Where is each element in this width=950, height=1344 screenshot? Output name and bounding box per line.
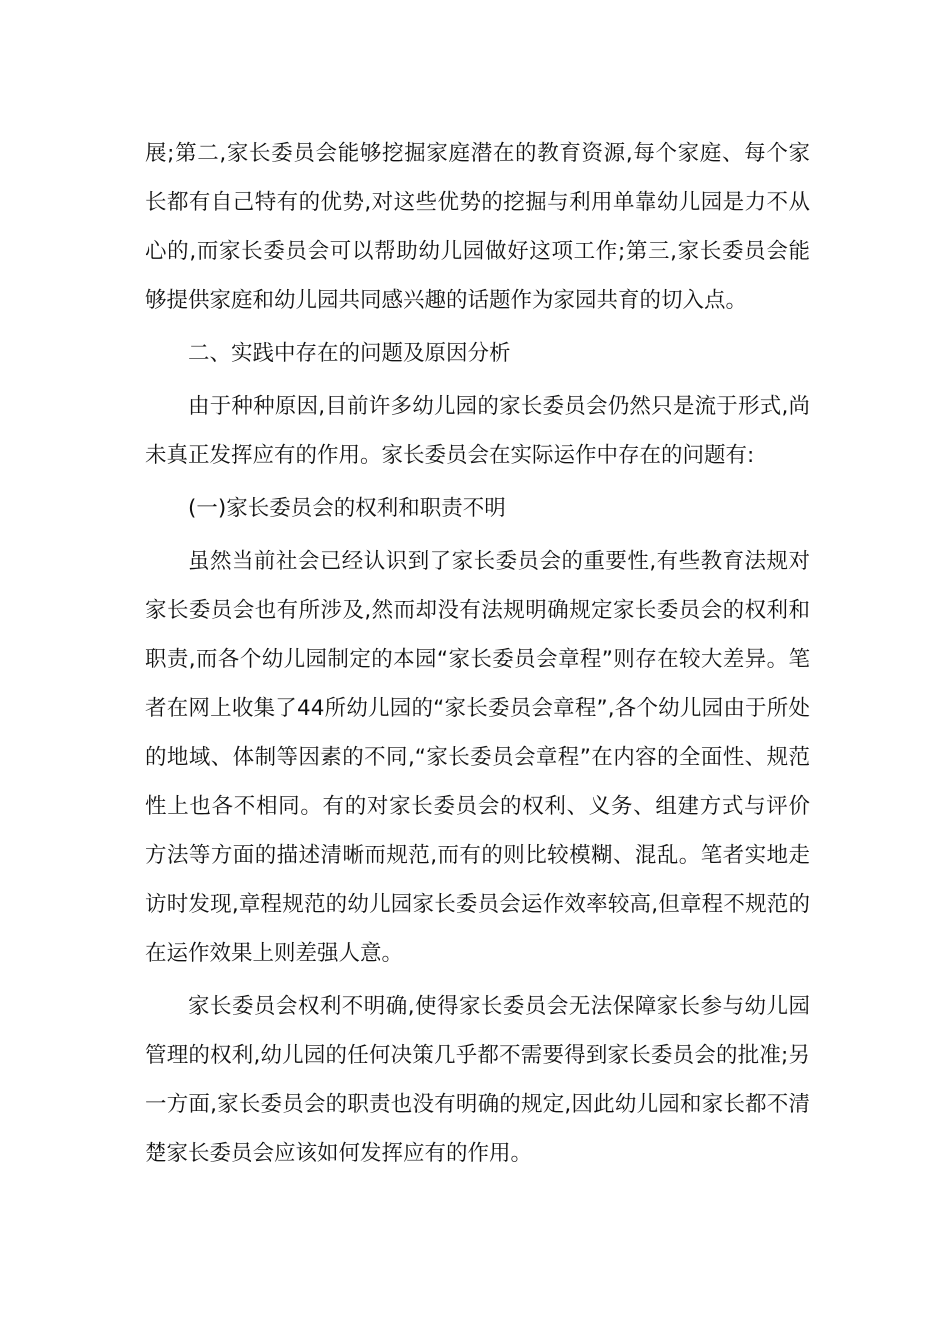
paragraph-charter-analysis: 虽然当前社会已经认识到了家长委员会的重要性,有些教育法规对家长委员会也有所涉及,然而却没有法规明确规定家长委员会的权利和职责,而各个幼儿园制定的本园“家长委员会章程”则存在较大差异。笔者在网上收集了44所幼儿园的“家长委员会章程”,各个幼儿园由于所处的地域、体制等因素的不同,“家长委员会章程”在内容的全面性、规范性上也各不相同。有的对家长委员会的权利、义务、组建方式与评价方法等方面的描述清晰而规范,而有的则比较模糊、混乱。笔者实地走访时发现,章程规范的幼儿园家长委员会运作效率较高,但章程不规范的在运作效果上则差强人意。 — [145, 549, 810, 966]
subsection-heading-rights: (一)家长委员会的权利和职责不明 — [188, 496, 506, 521]
paragraph-continuation: 展;第二,家长委员会能够挖掘家庭潜在的教育资源,每个家庭、每个家长都有自己特有的优势,对这些优势的挖掘与利用单靠幼儿园是力不从心的,而家长委员会可以帮助幼儿园做好这项工作;第三,家长委员会能够提供家庭和幼儿园共同感兴趣的话题作为家园共育的切入点。 — [145, 141, 810, 313]
paragraph-unclear-rights: 家长委员会权利不明确,使得家长委员会无法保障家长参与幼儿园管理的权利,幼儿园的任何决策几乎都不需要得到家长委员会的批准;另一方面,家长委员会的职责也没有明确的规定,因此幼儿园和家长都不清楚家长委员会应该如何发挥应有的作用。 — [145, 994, 810, 1166]
document-body — [145, 129, 810, 1182]
paragraph-intro-problems: 由于种种原因,目前许多幼儿园的家长委员会仍然只是流于形式,尚未真正发挥应有的作用。家长委员会在实际运作中存在的问题有: — [145, 394, 810, 468]
section-heading-problems: 二、实践中存在的问题及原因分析 — [188, 341, 511, 366]
